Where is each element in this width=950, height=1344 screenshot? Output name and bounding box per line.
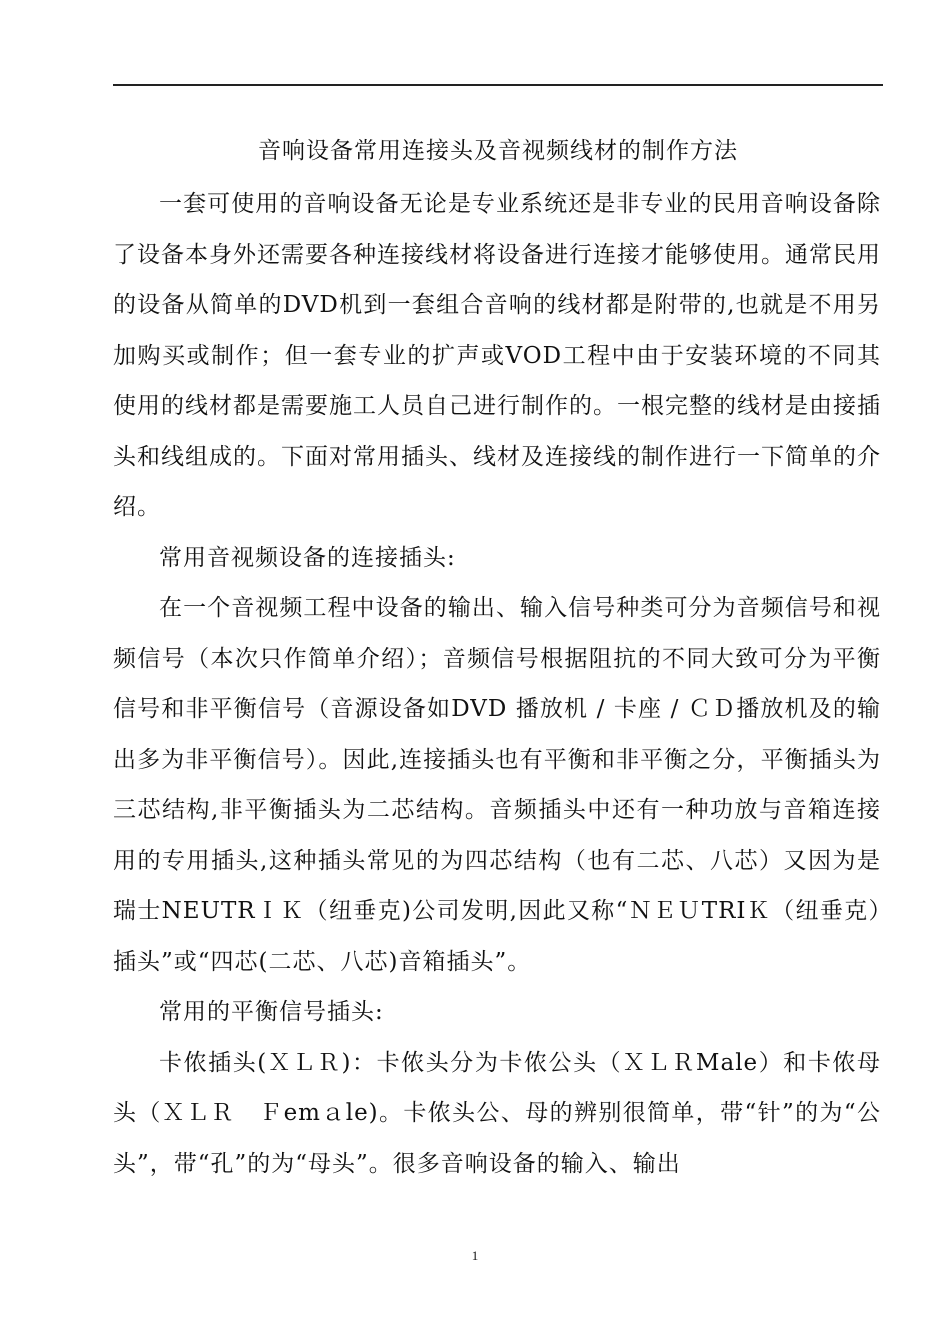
paragraph-heading-balanced: 常用的平衡信号插头:	[159, 999, 384, 1025]
paragraph-intro: 一套可使用的音响设备无论是专业系统还是非专业的民用音响设备除了设备本身外还需要各种连接线材将设备进行连接才能够使用。通常民用的设备从简单的DVD机到一套组合音响的线材都是附带的,也就是不用另加购买或制作；但一套专业的扩声或VOD工程中由于安装环境的不同其使用的线材都是需要施工人员自己进行制作的。一根完整的线材是由接插头和线组成的。下面对常用插头、线材及连接线的制作进行一下简单的介绍。	[113, 191, 881, 520]
paragraph-signal-types: 在一个音视频工程中设备的输出、输入信号种类可分为音频信号和视频信号（本次只作简单介绍）；音频信号根据阻抗的不同大致可分为平衡信号和非平衡信号（音源设备如DVD 播放机 / 卡座 / ＣＤ播放机及的输出多为非平衡信号）。因此,连接插头也有平衡和非平衡之分，平衡插头为三芯结构,非平衡插头为二芯结构。音频插头中还有一种功放与音箱连接用的专用插头,这种插头常见的为四芯结构（也有二芯、八芯）又因为是瑞士NEUTRＩＫ（纽垂克)公司发明,因此又称“ＮＥＵTRIＫ（纽垂克）插头”或“四芯(二芯、八芯)音箱插头”。	[113, 595, 881, 975]
paragraph-heading-connectors: 常用音视频设备的连接插头:	[159, 544, 456, 571]
document-body	[113, 179, 881, 1189]
paragraph-xlr: 卡侬插头(ＸＬＲ)：卡侬头分为卡侬公头（ＸＬＲMale）和卡侬母头（ＸＬＲ Ｆemａle)。卡侬头公、母的辨别很简单，带“针”的为“公头”，带“孔”的为“母头”。很多音响设备的输入、输出	[113, 1049, 881, 1177]
page-number: 1	[471, 1248, 479, 1263]
header-rule	[113, 84, 883, 86]
document-title: 音响设备常用连接头及音视频线材的制作方法	[258, 138, 738, 164]
